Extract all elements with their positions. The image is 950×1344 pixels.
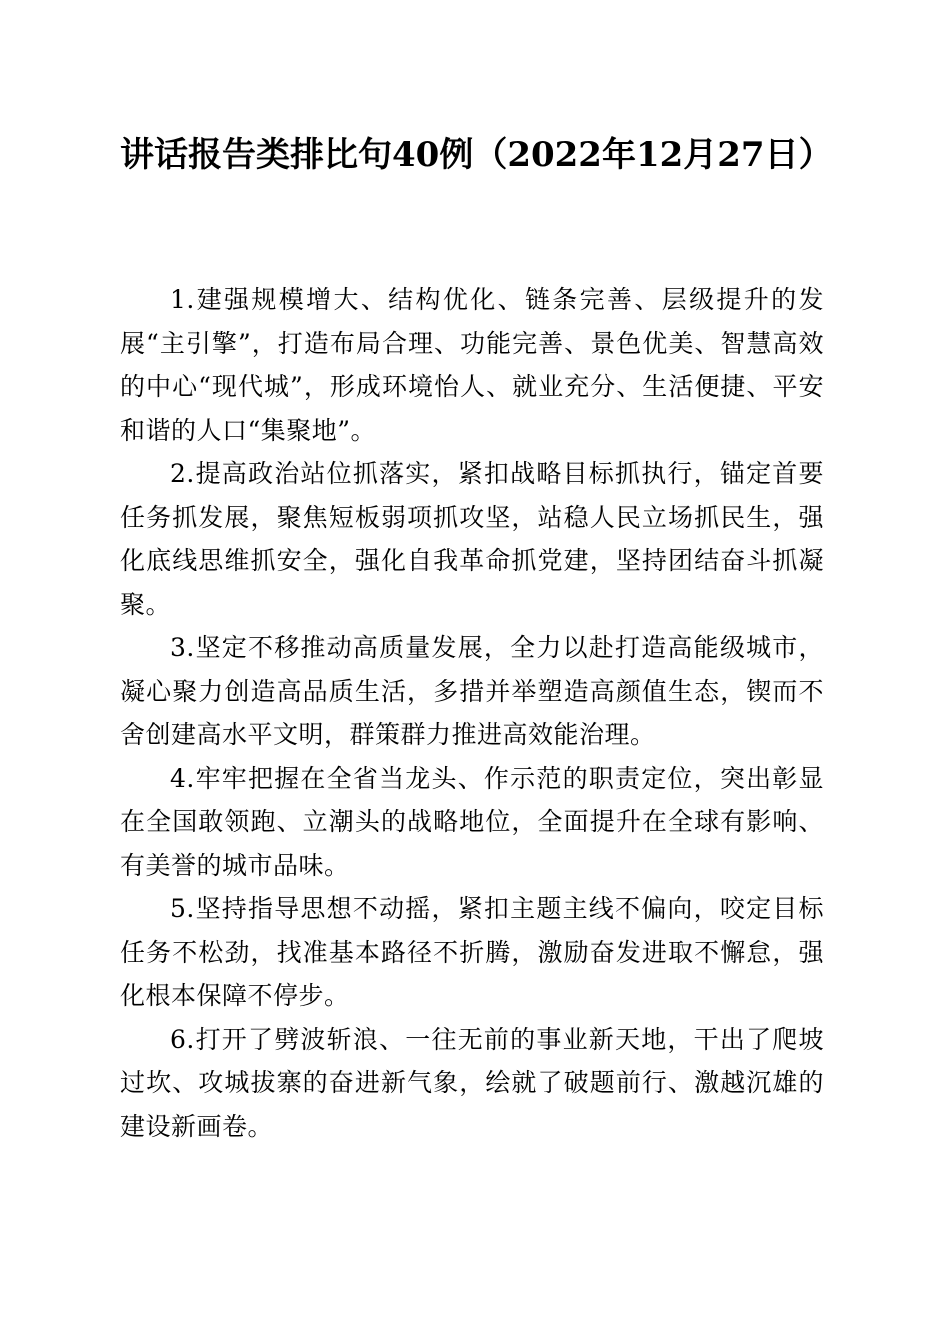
document-title: 讲话报告类排比句40例（2022年12月27日） bbox=[120, 135, 833, 175]
paragraph-4: 4.牢牢把握在全省当龙头、作示范的职责定位，突出彰显在全国敢领跑、立潮头的战略地位，全面提升在全球有影响、有美誉的城市品味。 bbox=[120, 763, 824, 880]
paragraph-1: 1.建强规模增大、结构优化、链条完善、层级提升的发展“主引擎”，打造布局合理、功能完善、景色优美、智慧高效的中心“现代城”，形成环境怡人、就业充分、生活便捷、平安和谐的人口“集聚地”。 bbox=[120, 285, 824, 445]
paragraph-2: 2.提高政治站位抓落实，紧扣战略目标抓执行，锚定首要任务抓发展，聚焦短板弱项抓攻坚，站稳人民立场抓民生，强化底线思维抓安全，强化自我革命抓党建，坚持团结奋斗抓凝聚。 bbox=[120, 459, 824, 619]
paragraph-5: 5.坚持指导思想不动摇，紧扣主题主线不偏向，咬定目标任务不松劲，找准基本路径不折腾，激励奋发进取不懈怠，强化根本保障不停步。 bbox=[120, 894, 824, 1010]
document-body bbox=[120, 278, 824, 1148]
paragraph-3: 3.坚定不移推动高质量发展，全力以赴打造高能级城市，凝心聚力创造高品质生活，多措并举塑造高颜值生态，锲而不舍创建高水平文明，群策群力推进高效能治理。 bbox=[120, 633, 824, 749]
paragraph-6: 6.打开了劈波斩浪、一往无前的事业新天地，干出了爬坡过坎、攻城拔寨的奋进新气象，绘就了破题前行、激越沉雄的建设新画卷。 bbox=[120, 1024, 824, 1141]
